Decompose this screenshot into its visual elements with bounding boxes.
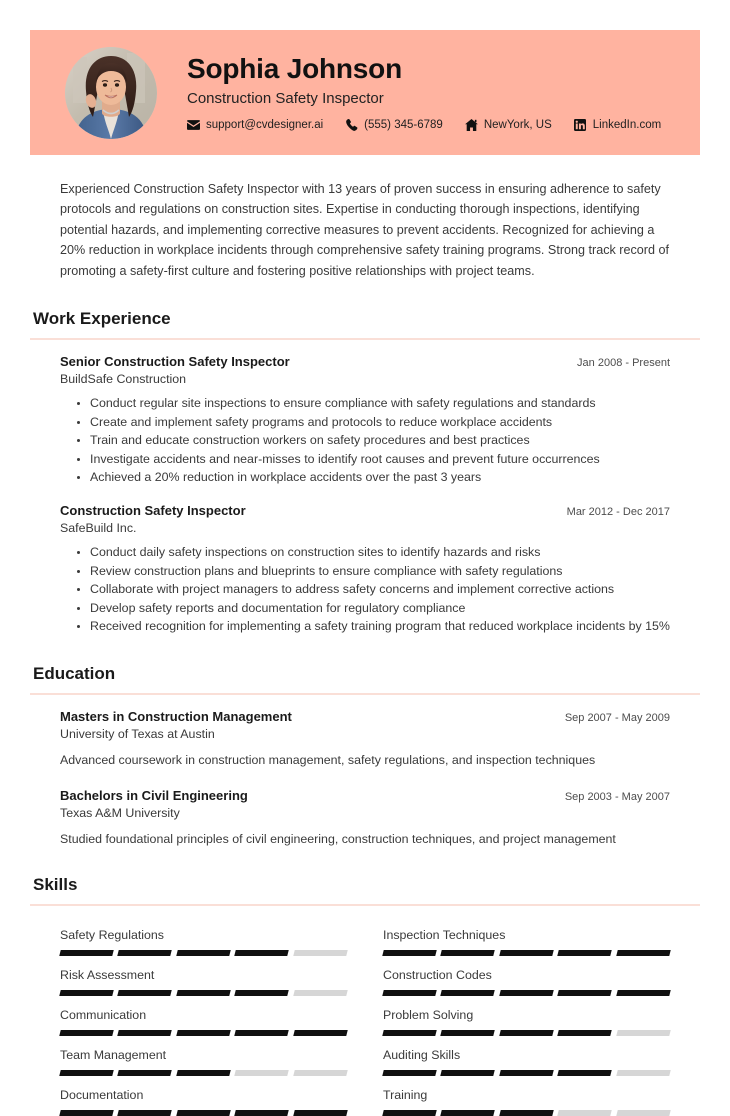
- skill-rating-bar: [383, 990, 670, 996]
- skill-rating-segment: [118, 1030, 173, 1036]
- skill-rating-segment: [499, 1070, 554, 1076]
- work-bullet: Conduct daily safety inspections on construction sites to identify hazards and risks: [76, 544, 670, 562]
- work-bullets: [76, 395, 670, 487]
- contact-row: [187, 119, 700, 132]
- contact-phone-text: (555) 345-6789: [364, 119, 443, 132]
- skill-rating-segment: [293, 1030, 348, 1036]
- skill-rating-segment: [557, 1030, 612, 1036]
- skill-item: [383, 916, 670, 956]
- work-entry: [30, 503, 700, 636]
- skill-rating-segment: [382, 1110, 437, 1116]
- section-skills: [30, 875, 700, 1116]
- job-title: Construction Safety Inspector: [187, 89, 384, 107]
- skill-rating-bar: [60, 1070, 347, 1076]
- skill-rating-segment: [382, 990, 437, 996]
- work-bullet: Review construction plans and blueprints to ensure compliance with safety regulations: [76, 563, 670, 581]
- avatar: [65, 47, 157, 139]
- contact-location-text: NewYork, US: [483, 119, 552, 132]
- section-title-work: Work Experience: [33, 308, 171, 328]
- work-bullet: Conduct regular site inspections to ensure compliance with safety regulations and standards: [76, 395, 670, 413]
- education-degree: Masters in Construction Management: [60, 709, 292, 725]
- contact-linkedin[interactable]: [574, 119, 661, 132]
- skill-rating-segment: [176, 1110, 231, 1116]
- skill-rating-segment: [499, 990, 554, 996]
- education-entry-head: [60, 788, 670, 803]
- skill-rating-bar: [383, 1110, 670, 1116]
- linkedin-icon: [574, 119, 587, 132]
- skill-rating-segment: [118, 950, 173, 956]
- contact-location[interactable]: [465, 119, 552, 132]
- skill-rating-segment: [59, 1030, 114, 1036]
- work-entry-head: [60, 354, 670, 369]
- contact-email[interactable]: [187, 119, 323, 132]
- skill-rating-segment: [557, 1110, 612, 1116]
- header-text-block: [157, 53, 700, 131]
- work-role: Senior Construction Safety Inspector: [60, 353, 290, 369]
- skill-rating-segment: [499, 1030, 554, 1036]
- skill-item: [60, 996, 347, 1036]
- skill-rating-segment: [616, 1110, 671, 1116]
- skill-name: Training: [383, 1088, 428, 1103]
- education-dates: Sep 2007 - May 2009: [564, 712, 670, 725]
- skill-rating-segment: [382, 950, 437, 956]
- skill-rating-segment: [557, 950, 612, 956]
- contact-phone[interactable]: [345, 119, 443, 132]
- skill-rating-segment: [441, 990, 496, 996]
- skill-item: [383, 956, 670, 996]
- skill-rating-segment: [441, 950, 496, 956]
- skill-rating-segment: [234, 1070, 289, 1076]
- skill-item: [60, 956, 347, 996]
- email-icon: [187, 119, 200, 132]
- skill-name: Risk Assessment: [60, 968, 155, 983]
- section-divider: [30, 693, 700, 695]
- section-title-skills: Skills: [33, 875, 78, 895]
- education-entry: [30, 788, 700, 849]
- full-name: Sophia Johnson: [187, 53, 402, 85]
- skill-rating-segment: [118, 1110, 173, 1116]
- work-entry-head: [60, 503, 670, 518]
- skill-rating-segment: [293, 990, 348, 996]
- skill-rating-segment: [176, 1070, 231, 1076]
- skill-rating-segment: [616, 990, 671, 996]
- skill-rating-segment: [176, 990, 231, 996]
- skill-name: Communication: [60, 1008, 147, 1023]
- skill-rating-segment: [616, 1070, 671, 1076]
- skill-name: Problem Solving: [383, 1008, 474, 1023]
- skill-name: Auditing Skills: [383, 1048, 461, 1063]
- skill-rating-segment: [382, 1070, 437, 1076]
- work-bullet: Achieved a 20% reduction in workplace accidents over the past 3 years: [76, 469, 670, 487]
- work-dates: Mar 2012 - Dec 2017: [566, 506, 670, 518]
- skill-name: Safety Regulations: [60, 928, 165, 943]
- skill-rating-segment: [557, 1070, 612, 1076]
- work-bullet: Train and educate construction workers on safety procedures and best practices: [76, 432, 670, 450]
- skill-rating-bar: [60, 950, 347, 956]
- section-title-education: Education: [33, 664, 116, 684]
- professional-summary: Experienced Construction Safety Inspector with 13 years of proven success in ensuring adherence to safety protocols and regulations on construction sites. Expertise in conducting thorough inspections, identifying potential hazards, and implementing corrective measures to prevent accidents. Recognized for achieving a 20% reduction in workplace incidents through comprehensive safety training programs. Strong track record of promoting a safety-first culture and fostering positive relationships with project teams.: [60, 182, 670, 278]
- education-entry-head: [60, 709, 670, 724]
- skill-rating-segment: [293, 950, 348, 956]
- skill-rating-bar: [60, 1110, 347, 1116]
- skill-rating-segment: [59, 1070, 114, 1076]
- section-work-experience: [30, 309, 700, 636]
- education-school: Texas A&M University: [60, 806, 180, 821]
- skill-rating-segment: [499, 1110, 554, 1116]
- skill-rating-bar: [383, 950, 670, 956]
- skill-rating-bar: [60, 1030, 347, 1036]
- skill-rating-segment: [441, 1110, 496, 1116]
- skills-grid: [30, 916, 700, 1116]
- skill-name: Team Management: [60, 1048, 167, 1063]
- education-description: Advanced coursework in construction management, safety regulations, and inspection techniques: [60, 753, 596, 768]
- work-bullets: [76, 544, 670, 636]
- skill-name: Inspection Techniques: [383, 928, 506, 943]
- skill-rating-segment: [176, 1030, 231, 1036]
- skill-item: [60, 1036, 347, 1076]
- education-school: University of Texas at Austin: [60, 727, 215, 742]
- section-divider: [30, 338, 700, 340]
- skill-rating-segment: [118, 1070, 173, 1076]
- skill-item: [383, 1076, 670, 1116]
- work-bullet: Collaborate with project managers to address safety concerns and implement corrective actions: [76, 581, 670, 599]
- skill-rating-segment: [59, 950, 114, 956]
- skill-name: Documentation: [60, 1088, 144, 1103]
- skill-rating-segment: [234, 990, 289, 996]
- skill-item: [60, 916, 347, 956]
- skill-rating-segment: [118, 990, 173, 996]
- section-divider: [30, 904, 700, 906]
- contact-linkedin-text: LinkedIn.com: [592, 119, 662, 132]
- contact-email-text: support@cvdesigner.ai: [206, 119, 324, 132]
- skill-item: [60, 1076, 347, 1116]
- skill-rating-bar: [383, 1070, 670, 1076]
- skill-rating-segment: [293, 1110, 348, 1116]
- home-icon: [465, 119, 478, 132]
- work-role: Construction Safety Inspector: [60, 503, 246, 518]
- work-bullet: Investigate accidents and near-misses to identify root causes and prevent future occurrences: [76, 451, 670, 469]
- work-entry: [30, 354, 700, 487]
- skill-rating-segment: [441, 1030, 496, 1036]
- skill-rating-segment: [499, 950, 554, 956]
- skill-rating-segment: [234, 950, 289, 956]
- skill-rating-segment: [59, 1110, 114, 1116]
- resume-header: [30, 30, 700, 155]
- work-company: SafeBuild Inc.: [60, 521, 137, 535]
- work-bullet: Create and implement safety programs and protocols to reduce workplace accidents: [76, 414, 670, 432]
- skill-rating-bar: [60, 990, 347, 996]
- education-description: Studied foundational principles of civil engineering, construction techniques, and project management: [60, 832, 616, 847]
- work-bullet: Received recognition for implementing a safety training program that reduced workplace incidents by 15%: [76, 618, 670, 636]
- education-dates: Sep 2003 - May 2007: [564, 791, 670, 804]
- skill-rating-segment: [234, 1030, 289, 1036]
- work-company: BuildSafe Construction: [60, 371, 187, 386]
- skill-rating-segment: [557, 990, 612, 996]
- phone-icon: [345, 119, 358, 132]
- skill-rating-segment: [616, 1030, 671, 1036]
- work-bullet: Develop safety reports and documentation for regulatory compliance: [76, 600, 670, 618]
- skill-rating-segment: [176, 950, 231, 956]
- skill-rating-segment: [382, 1030, 437, 1036]
- education-entry: [30, 709, 700, 770]
- section-education: [30, 664, 700, 849]
- skill-rating-segment: [441, 1070, 496, 1076]
- skill-rating-segment: [616, 950, 671, 956]
- skill-name: Construction Codes: [383, 968, 492, 983]
- work-dates: Jan 2008 - Present: [577, 356, 670, 369]
- skill-rating-bar: [383, 1030, 670, 1036]
- skill-item: [383, 996, 670, 1036]
- skill-rating-segment: [59, 990, 114, 996]
- skill-rating-segment: [234, 1110, 289, 1116]
- skill-item: [383, 1036, 670, 1076]
- skill-rating-segment: [293, 1070, 348, 1076]
- education-degree: Bachelors in Civil Engineering: [60, 788, 248, 804]
